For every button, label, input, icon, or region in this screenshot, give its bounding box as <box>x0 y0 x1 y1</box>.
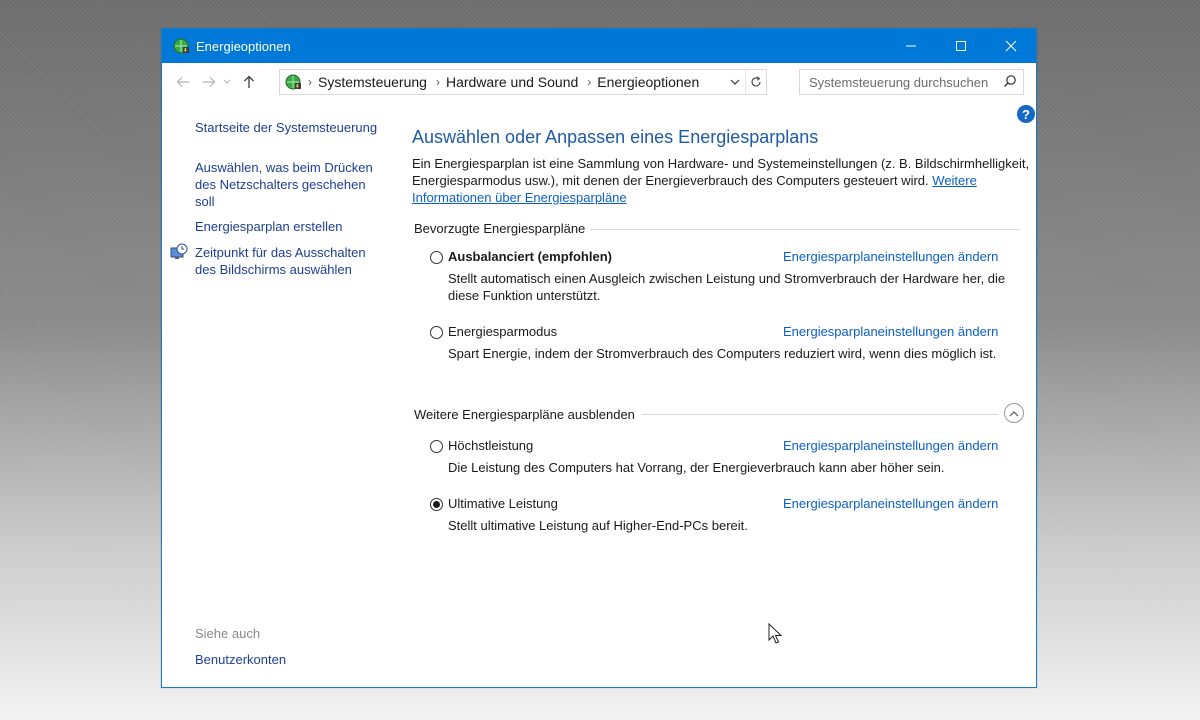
breadcrumb-systemsteuerung[interactable]: Systemsteuerung <box>318 74 427 90</box>
refresh-icon <box>750 76 762 88</box>
sidebar-home-link[interactable]: Startseite der Systemsteuerung <box>195 120 378 135</box>
plan-radio-hoechstleistung[interactable] <box>430 440 443 453</box>
sidebar-item-display-off[interactable]: Zeitpunkt für das Ausschalten des Bildschirms auswählen <box>195 245 366 277</box>
forward-button[interactable] <box>198 69 220 95</box>
plan-settings-link-ausbalanciert[interactable]: Energiesparplaneinstellungen ändern <box>783 249 999 264</box>
see-also-label: Siehe auch <box>195 626 261 641</box>
energieoptionen-window <box>161 28 1037 688</box>
plan-desc-energiesparmodus: Spart Energie, indem der Stromverbrauch des Computers reduziert wird, wenn dies möglich ist. <box>448 346 997 361</box>
page-title: Auswählen oder Anpassen eines Energiesparplans <box>412 127 819 147</box>
plan-name-energiesparmodus[interactable]: Energiesparmodus <box>448 324 558 339</box>
address-history-button[interactable] <box>726 70 744 94</box>
collapse-more-plans-button[interactable] <box>1004 403 1024 423</box>
power-options-icon <box>172 37 190 55</box>
sidebar-item-power-button[interactable]: Auswählen, was beim Drücken des Netzschalters geschehen soll <box>195 160 373 209</box>
monitor-clock-icon <box>170 243 188 266</box>
plan-desc-ultimative-leistung: Stellt ultimative Leistung auf Higher-End-PCs bereit. <box>448 518 748 533</box>
breadcrumb-separator[interactable]: › <box>308 75 312 89</box>
recent-locations-button[interactable] <box>220 69 234 95</box>
plan-name-ausbalanciert[interactable]: Ausbalanciert (empfohlen) <box>448 249 612 264</box>
breadcrumb-separator[interactable]: › <box>587 75 592 89</box>
preferred-plans-heading: Bevorzugte Energiesparpläne <box>414 221 586 236</box>
close-button[interactable] <box>986 29 1036 63</box>
maximize-icon <box>955 40 967 52</box>
plan-radio-ultimative-leistung[interactable] <box>430 498 443 511</box>
address-row <box>162 63 1036 101</box>
breadcrumb-energieoptionen[interactable]: Energieoptionen <box>597 74 700 90</box>
plan-name-hoechstleistung[interactable]: Höchstleistung <box>448 438 534 453</box>
intro-description: Ein Energiesparplan ist eine Sammlung von Hardware- und Systemeinstellungen (z. B. Bildschirmhelligkeit, Energiesparmodus usw.), mit denen der Energieverbrauch des Computers gesteuert wird. <box>412 156 1030 188</box>
minimize-icon <box>905 40 917 52</box>
minimize-button[interactable] <box>886 29 936 63</box>
refresh-button[interactable] <box>745 70 766 94</box>
see-also-user-accounts[interactable]: Benutzerkonten <box>195 652 287 667</box>
address-bar[interactable] <box>279 69 767 95</box>
search-input[interactable] <box>799 69 1024 95</box>
plan-settings-link-energiesparmodus[interactable]: Energiesparplaneinstellungen ändern <box>783 324 999 339</box>
up-button[interactable] <box>238 69 260 95</box>
sidebar-item-create-plan[interactable]: Energiesparplan erstellen <box>195 219 343 234</box>
chevron-down-icon <box>730 79 740 85</box>
chevron-down-icon <box>223 79 231 85</box>
search-placeholder: Systemsteuerung durchsuchen <box>809 74 989 90</box>
plan-settings-link-hoechstleistung[interactable]: Energiesparplaneinstellungen ändern <box>783 438 999 453</box>
divider <box>642 414 998 415</box>
intro-text <box>412 155 1032 206</box>
plan-name-ultimative-leistung[interactable]: Ultimative Leistung <box>448 496 558 511</box>
plan-desc-ausbalanciert: Stellt automatisch einen Ausgleich zwischen Leistung und Stromverbrauch der Hardware her, die diese Funktion unterstützt. <box>448 271 1006 303</box>
divider <box>590 229 1020 230</box>
control-panel-icon <box>284 73 302 91</box>
plan-radio-energiesparmodus[interactable] <box>430 326 443 339</box>
arrow-left-icon <box>176 76 190 88</box>
plan-desc-hoechstleistung: Die Leistung des Computers hat Vorrang, der Energieverbrauch kann aber höher sein. <box>448 460 945 475</box>
help-icon[interactable]: ? <box>1017 105 1035 123</box>
mouse-cursor-icon <box>768 623 782 650</box>
arrow-right-icon <box>202 76 216 88</box>
arrow-up-icon <box>243 75 255 89</box>
back-button[interactable] <box>172 69 194 95</box>
title-bar[interactable] <box>162 29 1036 63</box>
breadcrumb-hardware-und-sound[interactable]: Hardware und Sound <box>445 74 579 90</box>
plan-radio-ausbalanciert[interactable] <box>430 251 443 264</box>
window-title: Energieoptionen <box>196 38 291 54</box>
close-icon <box>1005 40 1017 52</box>
search-icon[interactable] <box>1003 74 1017 91</box>
chevron-up-icon <box>1009 410 1019 417</box>
plan-settings-link-ultimative-leistung[interactable]: Energiesparplaneinstellungen ändern <box>783 496 999 511</box>
more-plans-heading[interactable]: Weitere Energiesparpläne ausblenden <box>414 407 635 422</box>
breadcrumb-separator[interactable]: › <box>435 75 440 89</box>
more-info-link[interactable]: Weitere Informationen über Energiesparpläne <box>412 173 977 205</box>
maximize-button[interactable] <box>936 29 986 63</box>
